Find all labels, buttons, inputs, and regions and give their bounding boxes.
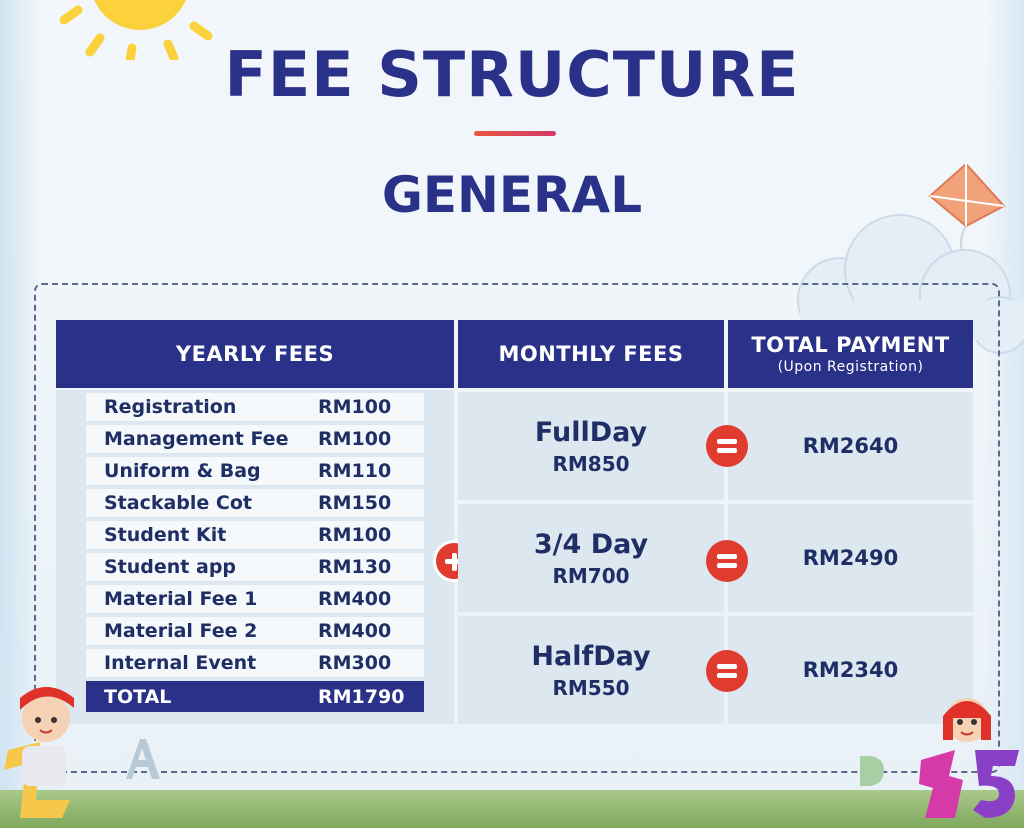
fee-price: RM300	[318, 652, 392, 674]
kid-mascot-icon	[915, 680, 1024, 820]
fee-price: RM100	[318, 396, 392, 418]
fee-total-row	[86, 681, 424, 712]
fee-price: RM400	[318, 588, 392, 610]
fee-price: RM110	[318, 460, 392, 482]
fee-row	[86, 425, 424, 453]
fee-row	[86, 585, 424, 613]
monthly-fees-header	[458, 320, 724, 388]
fee-name: Student Kit	[104, 524, 227, 546]
fee-name: Material Fee 1	[104, 588, 258, 610]
total-payment-header-label: TOTAL PAYMENT	[751, 333, 950, 357]
fee-price: RM100	[318, 524, 392, 546]
plan-price: RM550	[552, 675, 630, 700]
fee-name: Uniform & Bag	[104, 460, 261, 482]
fee-name: Stackable Cot	[104, 492, 253, 514]
yearly-fee-list	[86, 393, 424, 716]
total-amount: RM2490	[802, 546, 899, 570]
fee-name: Management Fee	[104, 428, 289, 450]
total-payment-header	[728, 320, 973, 388]
title-divider	[474, 131, 556, 136]
page-title: FEE STRUCTURE	[224, 38, 800, 111]
fee-row	[86, 649, 424, 677]
yearly-fees-header-label: YEARLY FEES	[175, 342, 335, 366]
page-subtitle: GENERAL	[381, 166, 643, 224]
plan-halfday	[458, 616, 724, 724]
fee-name: Internal Event	[104, 652, 257, 674]
fee-row	[86, 489, 424, 517]
plan-name: HalfDay	[531, 640, 651, 672]
letter-a-decoration	[122, 735, 162, 781]
equals-icon	[706, 650, 748, 692]
plan-price: RM850	[552, 451, 630, 476]
fee-row	[86, 553, 424, 581]
fee-name: Registration	[104, 396, 237, 418]
plan-fullday	[458, 392, 724, 500]
fee-price: RM100	[318, 428, 392, 450]
fee-total-price: RM1790	[318, 685, 405, 708]
fee-row	[86, 521, 424, 549]
fee-total-label: TOTAL	[104, 685, 172, 708]
grass-strip	[0, 790, 1024, 828]
total-three-quarter-day	[728, 504, 973, 612]
plan-price: RM700	[552, 563, 630, 588]
total-payment-note: (Upon Registration)	[777, 359, 924, 375]
fee-price: RM130	[318, 556, 392, 578]
yearly-fees-header	[56, 320, 454, 388]
fee-name: Material Fee 2	[104, 620, 258, 642]
plan-name: 3/4 Day	[533, 528, 649, 560]
fee-row	[86, 457, 424, 485]
plan-name: FullDay	[534, 416, 648, 448]
kid-mascot-icon	[0, 680, 100, 820]
fee-price: RM400	[318, 620, 392, 642]
equals-icon	[706, 540, 748, 582]
equals-icon	[706, 425, 748, 467]
total-amount: RM2340	[802, 658, 899, 682]
letter-d-decoration	[856, 752, 886, 788]
fee-row	[86, 393, 424, 421]
fee-name: Student app	[104, 556, 237, 578]
monthly-fees-header-label: MONTHLY FEES	[498, 342, 684, 366]
plan-three-quarter-day	[458, 504, 724, 612]
fee-row	[86, 617, 424, 645]
fee-price: RM150	[318, 492, 392, 514]
total-amount: RM2640	[802, 434, 899, 458]
total-fullday	[728, 392, 973, 500]
